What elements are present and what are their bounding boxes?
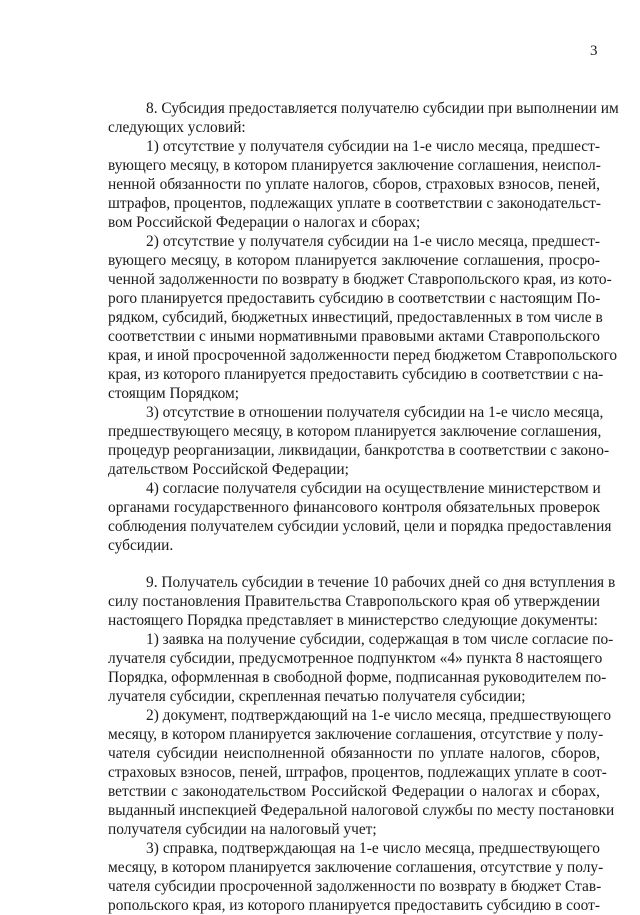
text-line: чателя субсидии неисполненной обязанности по уплате налогов, сборов,: [108, 745, 600, 762]
text-line: следующих условий:: [108, 119, 246, 136]
text-line: предшествующего месяцу, в котором планируется заключение соглашения,: [108, 423, 602, 440]
text-line: 3) отсутствие в отношении получателя субсидии на 1-е число месяца,: [146, 404, 604, 421]
text-line: соблюдения получателем субсидии условий, цели и порядка предоставления: [108, 518, 612, 535]
text-line: месяцу, в котором планируется заключение соглашения, отсутствие у полу-: [108, 726, 604, 743]
text-line: страховых взносов, пеней, штрафов, процентов, подлежащих уплате в соот-: [108, 764, 607, 781]
document-body: [108, 99, 619, 915]
text-line: штрафов, процентов, подлежащих уплате в соответствии с законодательст-: [108, 195, 602, 212]
paragraph-gap: [108, 555, 600, 573]
paragraph: [108, 573, 616, 630]
paragraph: [108, 706, 615, 839]
text-line: соответствии с иными нормативными правовыми актами Ставропольского: [108, 328, 600, 345]
paragraph: [108, 403, 610, 479]
text-line: ветствии с законодательством Российской Федерации о налогах и сборах,: [108, 783, 600, 800]
text-line: месяцу, в котором планируется заключение соглашения, отсутствие у полу-: [108, 859, 604, 876]
text-line: 2) отсутствие у получателя субсидии на 1-е число месяца, предшест-: [146, 233, 600, 250]
text-line: Порядка, оформленная в свободной форме, подписанная руководителем по-: [108, 669, 607, 686]
text-line: вующего месяцу, в котором планируется заключение соглашения, просро-: [108, 252, 600, 269]
text-line: 1) отсутствие у получателя субсидии на 1-е число месяца, предшест-: [146, 138, 600, 155]
text-line: ненной обязанности по уплате налогов, сборов, страховых взносов, пеней,: [108, 176, 600, 193]
text-line: настоящего Порядка представляет в министерство следующие документы:: [108, 612, 598, 629]
paragraph: [108, 232, 618, 403]
paragraph: [108, 137, 600, 232]
text-line: стоящим Порядком;: [108, 385, 240, 402]
page-number: 3: [590, 43, 598, 59]
text-line: 9. Получатель субсидии в течение 10 рабочих дней со дня вступления в: [146, 574, 616, 591]
paragraph: [108, 479, 612, 555]
text-line: силу постановления Правительства Ставропольского края об утверждении: [108, 593, 600, 610]
text-line: 8. Субсидия предоставляется получателю субсидии при выполнении им: [146, 100, 619, 117]
text-line: ропольского края, из которого планируется предоставить субсидию в соот-: [108, 897, 600, 914]
text-line: получателя субсидии на налоговый учет;: [108, 821, 377, 838]
text-line: края, из которого планируется предоставить субсидию в соответствии с на-: [108, 366, 604, 383]
text-line: дательством Российской Федерации;: [108, 461, 349, 478]
text-line: выданный инспекцией Федеральной налоговой службы по месту постановки: [108, 802, 615, 819]
text-line: чателя субсидии просроченной задолженности по возврату в бюджет Став-: [108, 878, 602, 895]
text-line: 4) согласие получателя субсидии на осуществление министерством и: [146, 480, 601, 497]
text-line: лучателя субсидии, предусмотренное подпунктом «4» пункта 8 настоящего: [108, 650, 603, 667]
text-line: рого планируется предоставить субсидию в соответствии с настоящим По-: [108, 290, 601, 307]
text-line: края, и иной просроченной задолженности перед бюджетом Ставропольского: [108, 347, 618, 364]
text-line: 1) заявка на получение субсидии, содержащая в том числе согласие по-: [146, 631, 614, 648]
text-line: вующего месяцу, в котором планируется заключение соглашения, неиспол-: [108, 157, 601, 174]
text-line: 3) справка, подтверждающая на 1-е число месяца, предшествующего: [146, 840, 600, 857]
text-line: субсидии.: [108, 537, 174, 554]
paragraph: [108, 630, 614, 706]
paragraph: [108, 99, 619, 137]
text-line: органами государственного финансового контроля обязательных проверок: [108, 499, 600, 516]
text-line: вом Российской Федерации о налогах и сборах;: [108, 214, 421, 231]
text-line: рядком, субсидий, бюджетных инвестиций, предоставленных в том числе в: [108, 309, 603, 326]
text-line: лучателя субсидии, скрепленная печатью получателя субсидии;: [108, 688, 526, 705]
text-line: 2) документ, подтверждающий на 1-е число месяца, предшествующего: [146, 707, 612, 724]
paragraph: [108, 839, 604, 915]
text-line: ченной задолженности по возврату в бюджет Ставропольского края, из кото-: [108, 271, 612, 288]
text-line: процедур реорганизации, ликвидации, банкротства в соответствии с законо-: [108, 442, 610, 459]
